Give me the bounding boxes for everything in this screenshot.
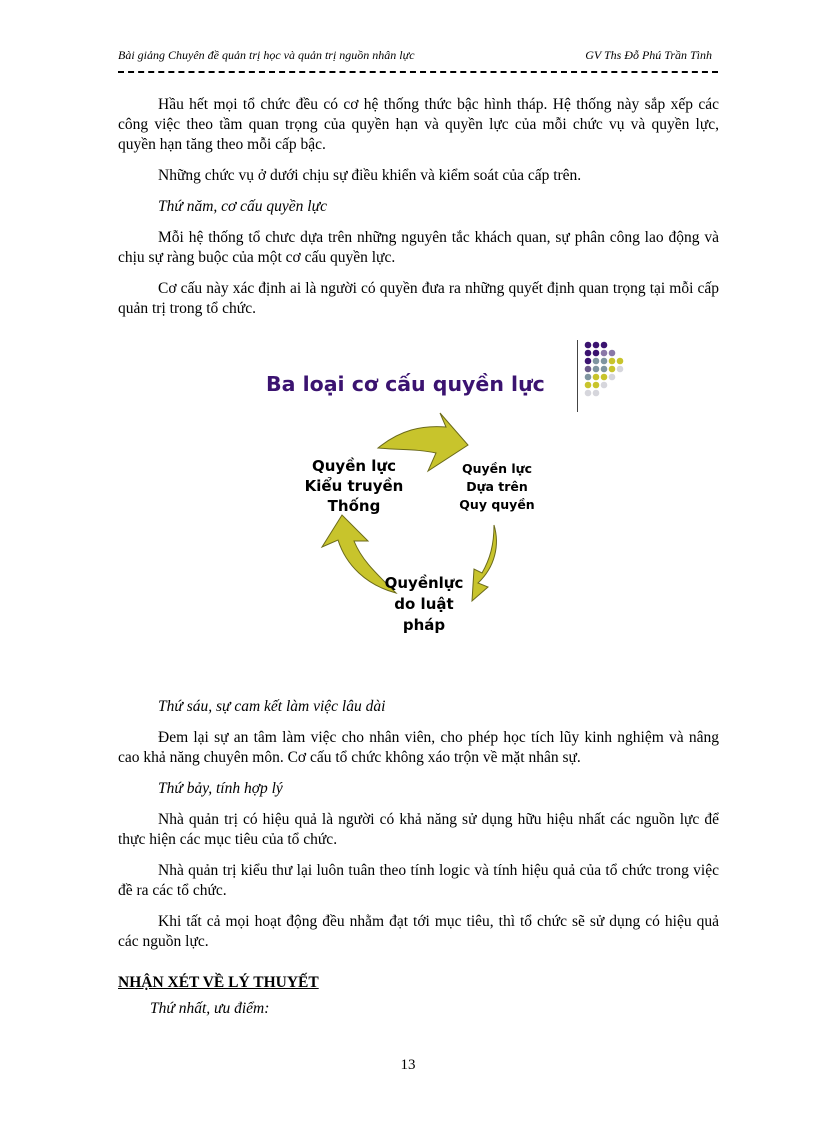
subheading: Thứ bảy, tính hợp lý (158, 780, 283, 797)
page-number: 13 (400, 1057, 416, 1073)
subheading: Thứ nhất, ưu điểm: (150, 1000, 270, 1017)
paragraph: Khi tất cả mọi hoạt động đều nhằm đạt tới mục tiêu, thì tổ chức sẽ sử dụng có hiệu quả các nguồn lực. (118, 913, 719, 950)
paragraph: Đem lại sự an tâm làm việc cho nhân viên, cho phép học tích lũy kinh nghiệm và nâng cao khả năng chuyên môn. Cơ cấu tổ chức không xáo trộn về mặt nhân sự. (118, 729, 719, 766)
header-author: GV Ths Đỗ Phú Trần Tình (585, 48, 712, 62)
paragraph: Hầu hết mọi tổ chức đều có cơ hệ thống thức bậc hình tháp. Hệ thống này sắp xếp các công việc theo tầm quan trọng của quyền hạn và quyền lực của mỗi chức vụ và quyền lực, quyền hạn tăng theo mỗi cấp bậc. (118, 96, 719, 153)
subheading: Thứ sáu, sự cam kết làm việc lâu dài (158, 698, 386, 715)
section-upper (118, 95, 719, 330)
label-charismatic-power: Quyền lực Dựa trên Quy quyền (459, 461, 535, 512)
paragraph: Mỗi hệ thống tổ chưc dựa trên những nguyên tắc khách quan, sự phân công lao động và chịu sự ràng buộc của một cơ cấu quyền lực. (118, 229, 719, 266)
label-traditional-power: Quyền lực Kiểu truyền Thống (304, 457, 404, 515)
page-header (118, 48, 718, 66)
label-legal-power: Quyềnlực do luật pháp (384, 574, 464, 634)
subheading: Thứ năm, cơ cấu quyền lực (158, 198, 327, 215)
header-course-title: Bài giảng Chuyên đề quản trị học và quản trị nguồn nhân lực (118, 48, 415, 62)
paragraph: Nhà quản trị kiểu thư lại luôn tuân theo tính logic và tính hiệu quả của tổ chức trong việc đề ra các tổ chức. (118, 862, 719, 899)
power-structure-diagram (250, 335, 650, 645)
section-lower (118, 697, 719, 1019)
header-rule (118, 71, 718, 73)
paragraph: Nhà quản trị có hiệu quả là người có khả năng sử dụng hữu hiệu nhất các nguồn lực để thực hiện các mục tiêu của tổ chức. (118, 811, 719, 848)
paragraph: Cơ cấu này xác định ai là người có quyền đưa ra những quyết định quan trọng tại mỗi cấp quản trị trong tổ chức. (118, 280, 719, 317)
section-heading: NHẬN XÉT VỀ LÝ THUYẾT (118, 974, 319, 991)
diagram-title: Ba loại cơ cấu quyền lực (266, 372, 545, 396)
paragraph: Những chức vụ ở dưới chịu sự điều khiển và kiểm soát của cấp trên. (158, 167, 582, 184)
